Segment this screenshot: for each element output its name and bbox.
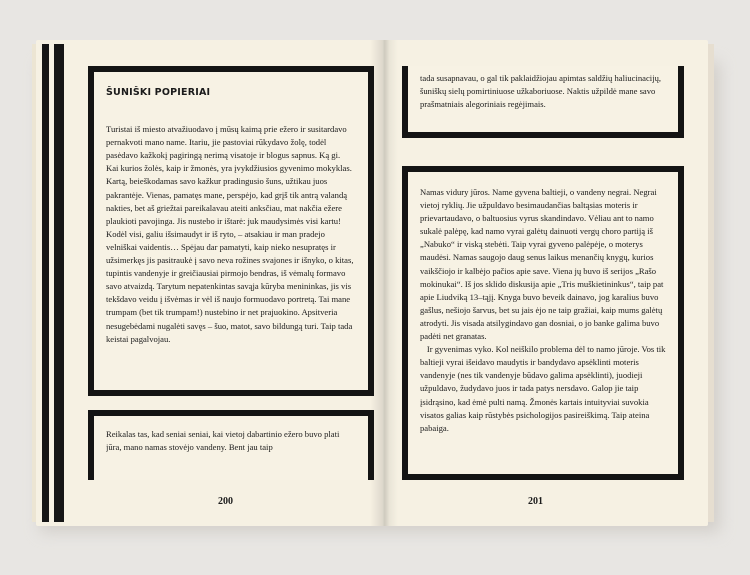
body-paragraph: Namas vidury jūros. Name gyvena baltieji, o vandeny negrai. Negrai vietoj ryklių. Jie užpuldavo besimaudančias baltąsias moteris ir prievartaudavo, o baltuosius vyrus skandindavo. Vėliau ant to namo sukalė palėpę, kad namo vyrai galėtų dainuoti vergų choro partiją iš „Nabuko“ ir viską stebėti. Taip vyrai gyveno palėpėje, o moterys maudėsi. Namas saugojo daug senus laikus menančių knygų, kurios vaikščiojo ir kalbėjo pačios apie save. Viena jų buvo iš serijos „Rašo mokinukai“. Iš jos sklido diskusija apie „Tris muškietininkus“, taip pat apie Liudviką 13–tąjį. Knyga buvo beveik dainavo, jog karalius buvo gašlus, nešiojo šarvus, bet su jais ėjo ne taip gražiai, kaip mums galėtų atrodyti. Jis visada atsilygindavo gan dosniai, o jo banke galima buvo padėti net granatas. [420, 187, 664, 342]
bleed-bar [54, 44, 64, 522]
page-number: 201 [528, 496, 543, 507]
chapter-title: ŠUNIŠKI POPIERIAI [106, 87, 211, 98]
right-page [384, 40, 708, 526]
left-page [36, 40, 384, 526]
body-paragraph: Reikalas tas, kad seniai seniai, kai vietoj dabartinio ežero buvo plati jūra, mano namas stovėjo vandeny. Bent jau taip [106, 429, 340, 453]
comic-panel-1 [88, 66, 374, 396]
comic-panel-2 [88, 410, 374, 480]
comic-panel-4 [402, 166, 684, 480]
bleed-bar [42, 44, 49, 522]
body-paragraph: Turistai iš miesto atvažiuodavo į mūsų kaimą prie ežero ir susitardavo pernakvoti mano name. Itariu, jie pastoviai rūkydavo žolę, todėl pasėdavo kažkokį pagiringą nerimą visatoje ir blogus sapnus. Ką gi. Kai kurios žolės, kaip ir žmonės, yra įvykdžiusios gyvenimo mokyklas. Kartą, beieškodamas savo kažkur pradingusio šuns, užtikau juos pakrantėje. Vienas, pamatęs mane, perspėjo, kad grįš tik antrą valandą nakties, bet aš griežtai pareikalavau ateiti anksčiau, mat nakčia ežere plaukioti pavojinga. Jis nustebo ir ištarė: juk maudysimės visi kartu! Kodėl visi, galiu išsimaudyt ir iš ryto, – atsakiau ir man pradejo velniškai vaidentis… Spėjau dar pamatyti, kaip nieko nesupratęs ir užsimerkęs jis pasitraukė į savo neva rožines svajones ir išnyko, o kitas, tupintis vandenyje ir greičiausiai pirmojo bendras, iš vėmalų formavo savo atvaizdą. Tarytum nepatenkintas savąja kūryba menininkas, jis vis tekšdavo veidu į išvėmas ir vėl iš naujo formuodavo portretą. Tai mane trumpam (bet tik trumpam!) nustebino ir net prajuokino. Apsitveria nesugebėdami nugalėti savęs – šuo, matot, savo bildungą turi. Taip tada keistai pagalvojau. [106, 124, 354, 344]
page-number: 200 [218, 496, 233, 507]
body-paragraph: Ir gyvenimas vyko. Kol neiškilo problema dėl to namo jūroje. Vos tik baltieji vyrai išeidavo maudytis ir bandydavo apsėklinti moteris vandenyje (nes tik vandenyje būdavo galima apsėklinti), juodieji užpuldavo, žudydavo juos ir tada patys nersdavo. Galop jie taip įsidrąsino, kad ėmė pulti namą. Žmonės kartais intuityviai suvokia visatos galias kaip rūstybės psichologijos pasireiškimą. Taip ateina pabaiga. [420, 344, 666, 433]
comic-panel-3 [402, 66, 684, 138]
book-gutter [370, 40, 398, 526]
body-paragraph: tada susapnavau, o gal tik paklaidžiojau apimtas saldžių haliucinacijų, šuniškų sielų pomirtiniuose užkaboriuose. Naktis užpildė mane savo prašmatniais alegoriniais regėjimais. [420, 73, 662, 110]
